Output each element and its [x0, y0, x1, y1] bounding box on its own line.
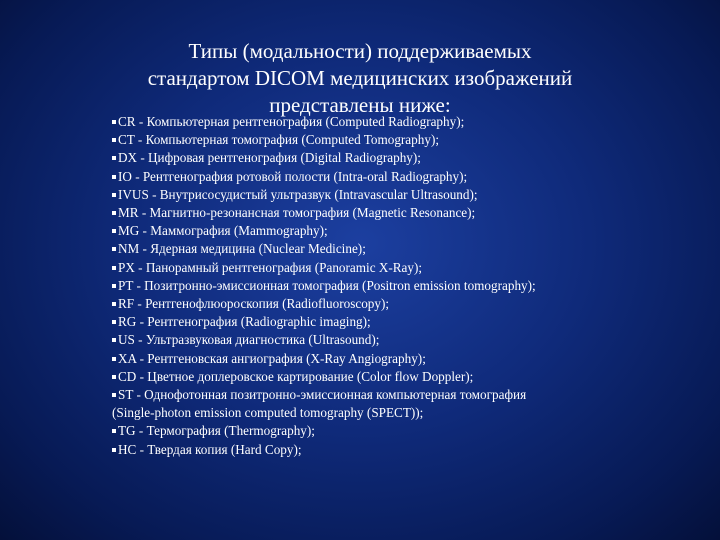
- modality-list: [112, 113, 582, 459]
- bullet-icon: [112, 302, 116, 306]
- bullet-icon: [112, 448, 116, 452]
- bullet-icon: [112, 120, 116, 124]
- list-item-text: CD - Цветное доплеровское картирование (Color flow Doppler);: [118, 368, 474, 384]
- list-item-text: HC - Твердая копия (Hard Copy);: [118, 441, 302, 457]
- title-line-1: Типы (модальности) поддерживаемых: [188, 39, 532, 63]
- bullet-icon: [112, 429, 116, 433]
- list-item: [112, 386, 582, 404]
- list-item: [112, 168, 582, 186]
- list-item-text: MR - Магнитно-резонансная томография (Magnetic Resonance);: [118, 205, 476, 221]
- list-item: [112, 259, 582, 277]
- bullet-icon: [112, 247, 116, 251]
- bullet-icon: [112, 357, 116, 361]
- bullet-icon: [112, 193, 116, 197]
- list-item: [112, 422, 582, 440]
- bullet-icon: [112, 229, 116, 233]
- list-item: [112, 441, 582, 459]
- list-item: [112, 186, 582, 204]
- list-item-text: ST - Однофотонная позитронно-эмиссионная компьютерная томография: [118, 387, 527, 403]
- bullet-icon: [112, 375, 116, 379]
- bullet-icon: [112, 320, 116, 324]
- list-item: [112, 131, 582, 149]
- list-item-text: RF - Рентгенофлюороскопия (Radiofluoroscopy);: [118, 296, 390, 312]
- list-item-text: DX - Цифровая рентгенография (Digital Radiography);: [118, 150, 421, 166]
- bullet-icon: [112, 138, 116, 142]
- list-item-text: TG - Термография (Thermography);: [118, 423, 315, 439]
- list-item: [112, 113, 582, 131]
- list-item-text: CR - Компьютерная рентгенография (Computed Radiography);: [118, 114, 465, 129]
- list-item-text: PT - Позитронно-эмиссионная томография (Positron emission tomography);: [118, 277, 536, 293]
- list-item-text: IVUS - Внутрисосудистый ультразвук (Intravascular Ultrasound);: [118, 186, 478, 202]
- list-item-text: MG - Маммография (Mammography);: [118, 223, 328, 239]
- bullet-icon: [112, 266, 116, 270]
- list-item: [112, 222, 582, 240]
- bullet-icon: [112, 393, 116, 397]
- list-item: [112, 240, 582, 258]
- list-item-continuation: [112, 404, 582, 422]
- list-item: [112, 149, 582, 167]
- list-item: [112, 313, 582, 331]
- list-item: [112, 368, 582, 386]
- list-item: [112, 277, 582, 295]
- list-item: [112, 331, 582, 349]
- list-item-text: XA - Рентгеновская ангиография (X-Ray Angiography);: [118, 350, 426, 366]
- list-item-text: CT - Компьютерная томография (Computed Tomography);: [118, 132, 439, 148]
- title-line-3: представлены ниже:: [269, 93, 451, 117]
- list-item: [112, 295, 582, 313]
- list-item-text: NM - Ядерная медицина (Nuclear Medicine);: [118, 241, 366, 257]
- bullet-icon: [112, 338, 116, 342]
- bullet-icon: [112, 211, 116, 215]
- list-item-text: IO - Рентгенография ротовой полости (Intra-oral Radiography);: [118, 168, 468, 184]
- list-item: [112, 350, 582, 368]
- list-item-text: (Single-photon emission computed tomography (SPECT));: [112, 405, 424, 421]
- list-item: [112, 204, 582, 222]
- list-item-text: PX - Панорамный рентгенография (Panoramic X-Ray);: [118, 259, 423, 275]
- bullet-icon: [112, 156, 116, 160]
- title-line-2: стандартом DICOM медицинских изображений: [147, 66, 573, 90]
- slide-title: [100, 38, 620, 119]
- bullet-icon: [112, 175, 116, 179]
- list-item-text: RG - Рентгенография (Radiographic imaging);: [118, 314, 371, 330]
- list-item-text: US - Ультразвуковая диагностика (Ultrasound);: [118, 332, 380, 348]
- bullet-icon: [112, 284, 116, 288]
